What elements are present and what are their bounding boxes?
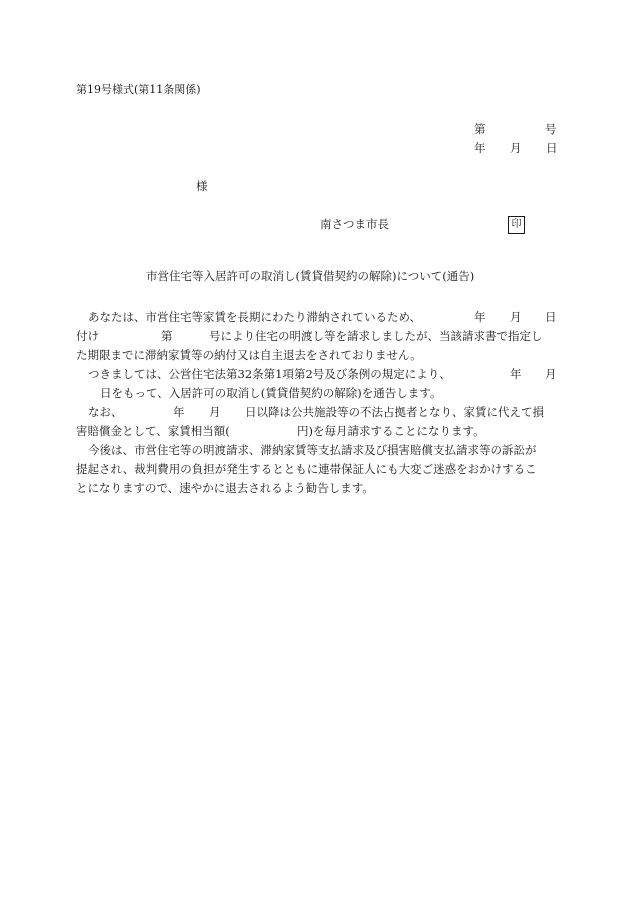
paragraph-1-line-3 xyxy=(76,346,562,365)
paragraph-4-line-1 xyxy=(76,441,562,460)
text-segment: あなたは、市営住宅等家賃を長期にわたり滞納されているため、 xyxy=(88,310,422,324)
text-segment: 円)を毎月請求することになります。 xyxy=(297,424,485,438)
paragraph-2-line-1 xyxy=(76,365,562,384)
text-segment: 今後は、市営住宅等の明渡請求、滞納家賃等支払請求及び損害賠償支払請求等の訴訟が xyxy=(88,443,537,457)
addressee-honorific: 様 xyxy=(196,179,208,193)
blank-year: 年 xyxy=(173,405,185,419)
text-segment: とになりますので、速やかに退去されるよう勧告します。 xyxy=(76,481,374,495)
blank-month: 月 xyxy=(209,405,221,419)
document-title: 市営住宅等入居許可の取消し(賃貸借契約の解除)について(通告) xyxy=(146,269,475,283)
blank-year: 年 xyxy=(510,367,522,381)
text-segment: 害賠償金として、家賃相当額( xyxy=(76,424,230,438)
issue-date-year: 年 xyxy=(474,141,486,155)
paragraph-1-line-2 xyxy=(76,327,562,346)
blank-month: 月 xyxy=(545,367,557,381)
issue-date-month: 月 xyxy=(510,141,522,155)
seal-mark: 印 xyxy=(508,216,525,234)
text-segment: なお、 xyxy=(88,405,123,419)
paragraph-2-line-2 xyxy=(76,384,562,403)
text-segment: た期限までに滞納家賃等の納付又は自主退去をされておりません。 xyxy=(76,348,422,362)
text-segment: 号により住宅の明渡し等を請求しましたが、当該請求書で指定し xyxy=(209,329,543,343)
form-identifier: 第19号様式(第11条関係) xyxy=(76,83,201,96)
paragraph-4-line-3 xyxy=(76,479,562,498)
paragraph-1-line-1 xyxy=(76,308,562,327)
text-segment: つきましては、公営住宅法第32条第1項第2号及び条例の規定により、 xyxy=(88,367,451,381)
issue-date-day: 日 xyxy=(546,141,558,155)
blank-month: 月 xyxy=(510,310,522,324)
text-segment: 日以降は公共施設等の不法占拠者となり、家賃に代えて損 xyxy=(245,405,544,419)
sender-name: 南さつま市長 xyxy=(320,217,389,231)
paragraph-3-line-2 xyxy=(76,422,562,441)
paragraph-4-line-2 xyxy=(76,460,562,479)
blank-day: 日 xyxy=(545,310,557,324)
blank-number-prefix: 第 xyxy=(161,329,173,343)
document-number-suffix: 号 xyxy=(545,122,557,136)
paragraph-3-line-1 xyxy=(76,403,562,422)
document-number-prefix: 第 xyxy=(474,122,486,136)
text-segment: 提起され、裁判費用の負担が発生するとともに連帯保証人にも大変ご迷惑をおかけするこ xyxy=(76,462,537,476)
notice-body xyxy=(76,308,562,498)
text-segment: 日をもって、入居許可の取消し(賃貸借契約の解除)を通告します。 xyxy=(100,386,442,400)
blank-year: 年 xyxy=(474,310,486,324)
text-segment: 付け xyxy=(76,329,99,343)
